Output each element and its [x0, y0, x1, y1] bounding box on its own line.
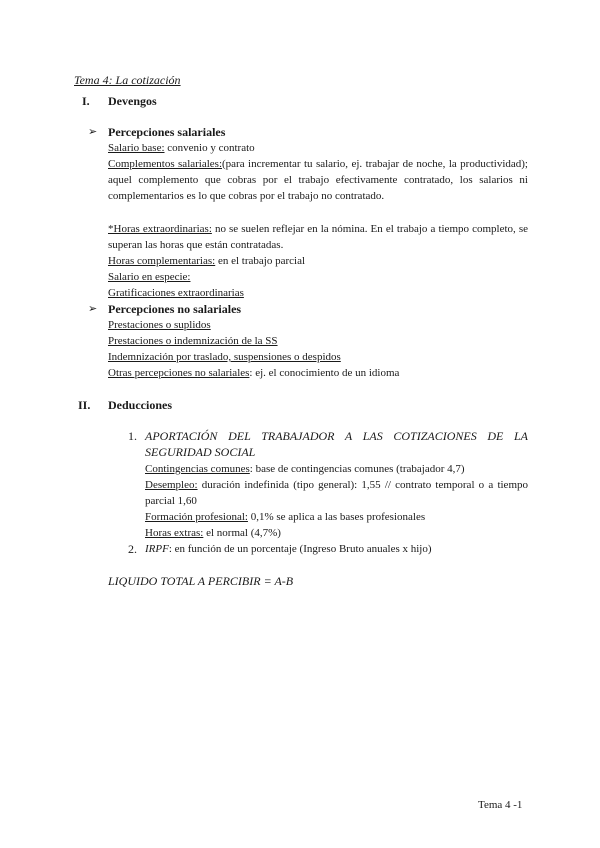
list-item — [108, 140, 528, 156]
list-item — [108, 333, 528, 349]
deduction-line — [145, 461, 528, 477]
section-2-heading: Deducciones — [108, 398, 172, 412]
list-item — [108, 221, 528, 253]
item-text: (para incrementar tu salario, ej. trabajar de noche, la productividad); aquel complemento que cobras por el trabajo efectivamente contratado, los salarios ni complementarios es lo que cobras por el trabajo no contratado. — [108, 158, 528, 202]
item-text: no se suelen reflejar en la nómina. En el trabajo a tiempo completo, se superan las horas que están contratadas. — [108, 223, 528, 251]
item-2-line — [145, 541, 528, 557]
item-label: Salario base: — [108, 142, 165, 154]
list-item — [108, 156, 528, 204]
bullet-arrow-icon: ➢ — [88, 303, 98, 315]
no-salariales-heading: Percepciones no salariales — [108, 302, 242, 316]
item-label: Otras percepciones no salariales — [108, 367, 250, 379]
item-1-title: APORTACIÓN DEL TRABAJADOR A LAS COTIZACIONES DE LA SEGURIDAD SOCIAL — [145, 429, 528, 459]
item-label: Formación profesional: — [145, 511, 248, 523]
item-1-number: 1. — [128, 429, 137, 443]
item-label: Horas complementarias: — [108, 255, 216, 267]
item-text: convenio y contrato — [164, 142, 255, 154]
item-label: Prestaciones o suplidos — [108, 319, 211, 331]
salariales-heading: Percepciones salariales — [108, 125, 226, 139]
list-item — [108, 269, 528, 285]
item-text: : base de contingencias comunes (trabajador 4,7) — [249, 463, 465, 475]
item-label: Desempleo: — [145, 479, 198, 491]
section-1-heading: Devengos — [108, 94, 157, 108]
item-label: Horas extras: — [145, 527, 204, 539]
item-2-number: 2. — [128, 542, 137, 556]
item-text: : en función de un porcentaje (Ingreso Bruto anuales x hijo) — [168, 543, 432, 555]
item-label: Salario en especie: — [108, 271, 191, 283]
item-label: Contingencias comunes — [145, 463, 250, 475]
item-label: Gratificaciones extraordinarias — [108, 287, 244, 299]
item-label: *Horas extraordinarias: — [108, 223, 212, 235]
list-item — [108, 365, 528, 381]
section-1-numeral: I. — [82, 94, 90, 108]
page-title: Tema 4: La cotización — [74, 73, 181, 87]
list-item — [108, 349, 528, 365]
section-2-numeral: II. — [78, 398, 91, 412]
liquido-total: LIQUIDO TOTAL A PERCIBIR = A-B — [108, 574, 294, 588]
list-item — [108, 285, 528, 301]
item-text: : ej. el conocimiento de un idioma — [249, 367, 400, 379]
deduction-line — [145, 509, 528, 525]
page-number: Tema 4 -1 — [478, 799, 523, 811]
item-label: Prestaciones o indemnización de la SS — [108, 335, 278, 347]
item-label: Indemnización por traslado, suspensiones o despidos — [108, 351, 341, 363]
item-label: IRPF — [145, 543, 169, 555]
bullet-arrow-icon: ➢ — [88, 126, 98, 138]
deduction-line — [145, 525, 528, 541]
deduction-line — [145, 477, 528, 509]
item-text: en el trabajo parcial — [215, 255, 306, 267]
item-text: 0,1% se aplica a las bases profesionales — [247, 511, 426, 523]
list-item — [108, 253, 528, 269]
item-text: duración indefinida (tipo general): 1,55 // contrato temporal o a tiempo parcial 1,60 — [145, 479, 528, 507]
item-text: el normal (4,7%) — [203, 527, 281, 539]
item-label: Complementos salariales: — [108, 158, 223, 170]
list-item — [108, 317, 528, 333]
